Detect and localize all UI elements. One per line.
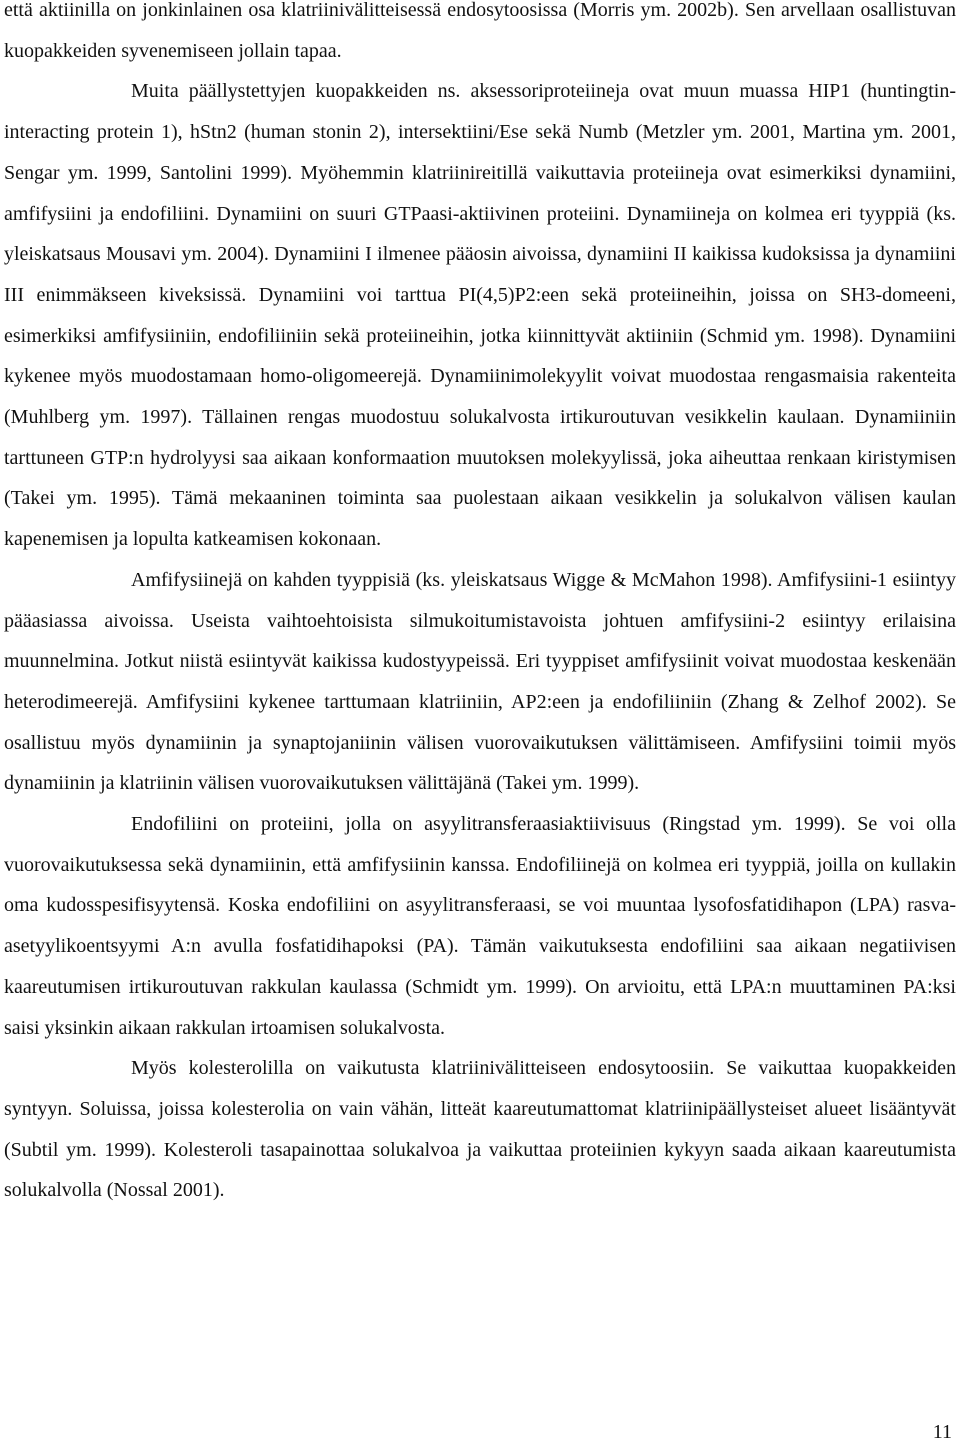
paragraph-cholesterol: Myös kolesterolilla on vaikutusta klatriinivälitteiseen endosytoosiin. Se vaikuttaa kuopakkeiden syntyyn. Soluissa, joissa kolesterolia on vain vähän, litteät kaareutumattomat klatriinipäällysteiset alueet lisääntyvät (Subtil ym. 1999). Kolesteroli tasapainottaa solukalvoa ja vaikuttaa proteiinien kykyyn saada aikaan kaareutumista solukalvolla (Nossal 2001). xyxy=(4,1057,956,1202)
page-number: 11 xyxy=(932,1421,952,1443)
paragraph-accessory-proteins: Muita päällystettyjen kuopakkeiden ns. aksessoriproteiineja ovat muun muassa HIP1 (huntingtin-interacting protein 1), hStn2 (human stonin 2), intersektiini/Ese sekä Numb (Metzler ym. 2001, Martina ym. 2001, Sengar ym. 1999, Santolini 1999). Myöhemmin klatriinireitillä vaikuttavia proteiineja ovat esimerkiksi dynamiini, amfifysiini ja endofiliini. Dynamiini on suuri GTPaasi-aktiivinen proteiini. Dynamiineja on kolmea eri tyyppiä (ks. yleiskatsaus Mousavi ym. 2004). Dynamiini I ilmenee pääosin aivoissa, dynamiini II kaikissa kudoksissa ja dynamiini III enimmäkseen kiveksissä. Dynamiini voi tarttua PI(4,5)P2:een sekä proteiineihin, joissa on SH3-domeeni, esimerkiksi amfifysiiniin, endofiliiniin sekä proteiineihin, jotka kiinnittyvät aktiiniin (Schmid ym. 1998). Dynamiini kykenee myös muodostamaan homo-oligomeerejä. Dynamiinimolekyylit voivat muodostaa rengasmaisia rakenteita (Muhlberg ym. 1997). Tällainen rengas muodostuu solukalvosta irtikuroutuvan vesikkelin kaulaan. Dynamiiniin tarttuneen GTP:n hydrolyysi saa aikaan konformaation muutoksen molekyylissä, joka aiheuttaa renkaan kiristymisen (Takei ym. 1995). Tämä mekaaninen toiminta saa puolestaan aikaan vesikkelin ja solukalvon välisen kaulan kapenemisen ja lopulta katkeamisen kokonaan. xyxy=(4,80,956,551)
paragraph-amphiphysins: Amfifysiinejä on kahden tyyppisiä (ks. yleiskatsaus Wigge & McMahon 1998). Amfifysiini-1 esiintyy pääasiassa aivoissa. Useista vaihtoehtoisista silmukoitumistavoista johtuen amfifysiini-2 esiintyy erilaisina muunnelmina. Jotkut niistä esiintyvät kaikissa kudostyypeissä. Eri tyyppiset amfifysiinit voivat muodostaa keskenään heterodimeerejä. Amfifysiini kykenee tarttumaan klatriiniin, AP2:een ja endofiliiniin (Zhang & Zelhof 2002). Se osallistuu myös dynamiinin ja synaptojaniinin välisen vuorovaikutuksen välittämiseen. Amfifysiini toimii myös dynamiinin ja klatriinin välisen vuorovaikutuksen välittäjänä (Takei ym. 1999). xyxy=(4,568,956,795)
paragraph-continuation: että aktiinilla on jonkinlainen osa klatriinivälitteisessä endosytoosissa (Morris ym. 2002b). Sen arvellaan osallistuvan kuopakkeiden syvenemiseen jollain tapaa. xyxy=(4,0,956,62)
paragraph-endophilin: Endofiliini on proteiini, jolla on asyylitransferaasiaktiivisuus (Ringstad ym. 1999). Se voi olla vuorovaikutuksessa sekä dynamiinin, että amfifysiinin kanssa. Endofiliinejä on kolmea eri tyyppiä, joilla on kullakin oma kudosspesifisyytensä. Koska endofiliini on asyylitransferaasi, se voi muuntaa lysofosfatidihapon (LPA) rasva-asetyylikoentsyymi A:n avulla fosfatidihapoksi (PA). Tämän vaikutuksesta endofiliini saa aikaan negatiivisen kaareutumisen irtikuroutuvan rakkulan kaulassa (Schmidt ym. 1999). On arvioitu, että LPA:n muuttaminen PA:ksi saisi yksinkin aikaan rakkulan irtoamisen solukalvosta. xyxy=(4,813,956,1039)
